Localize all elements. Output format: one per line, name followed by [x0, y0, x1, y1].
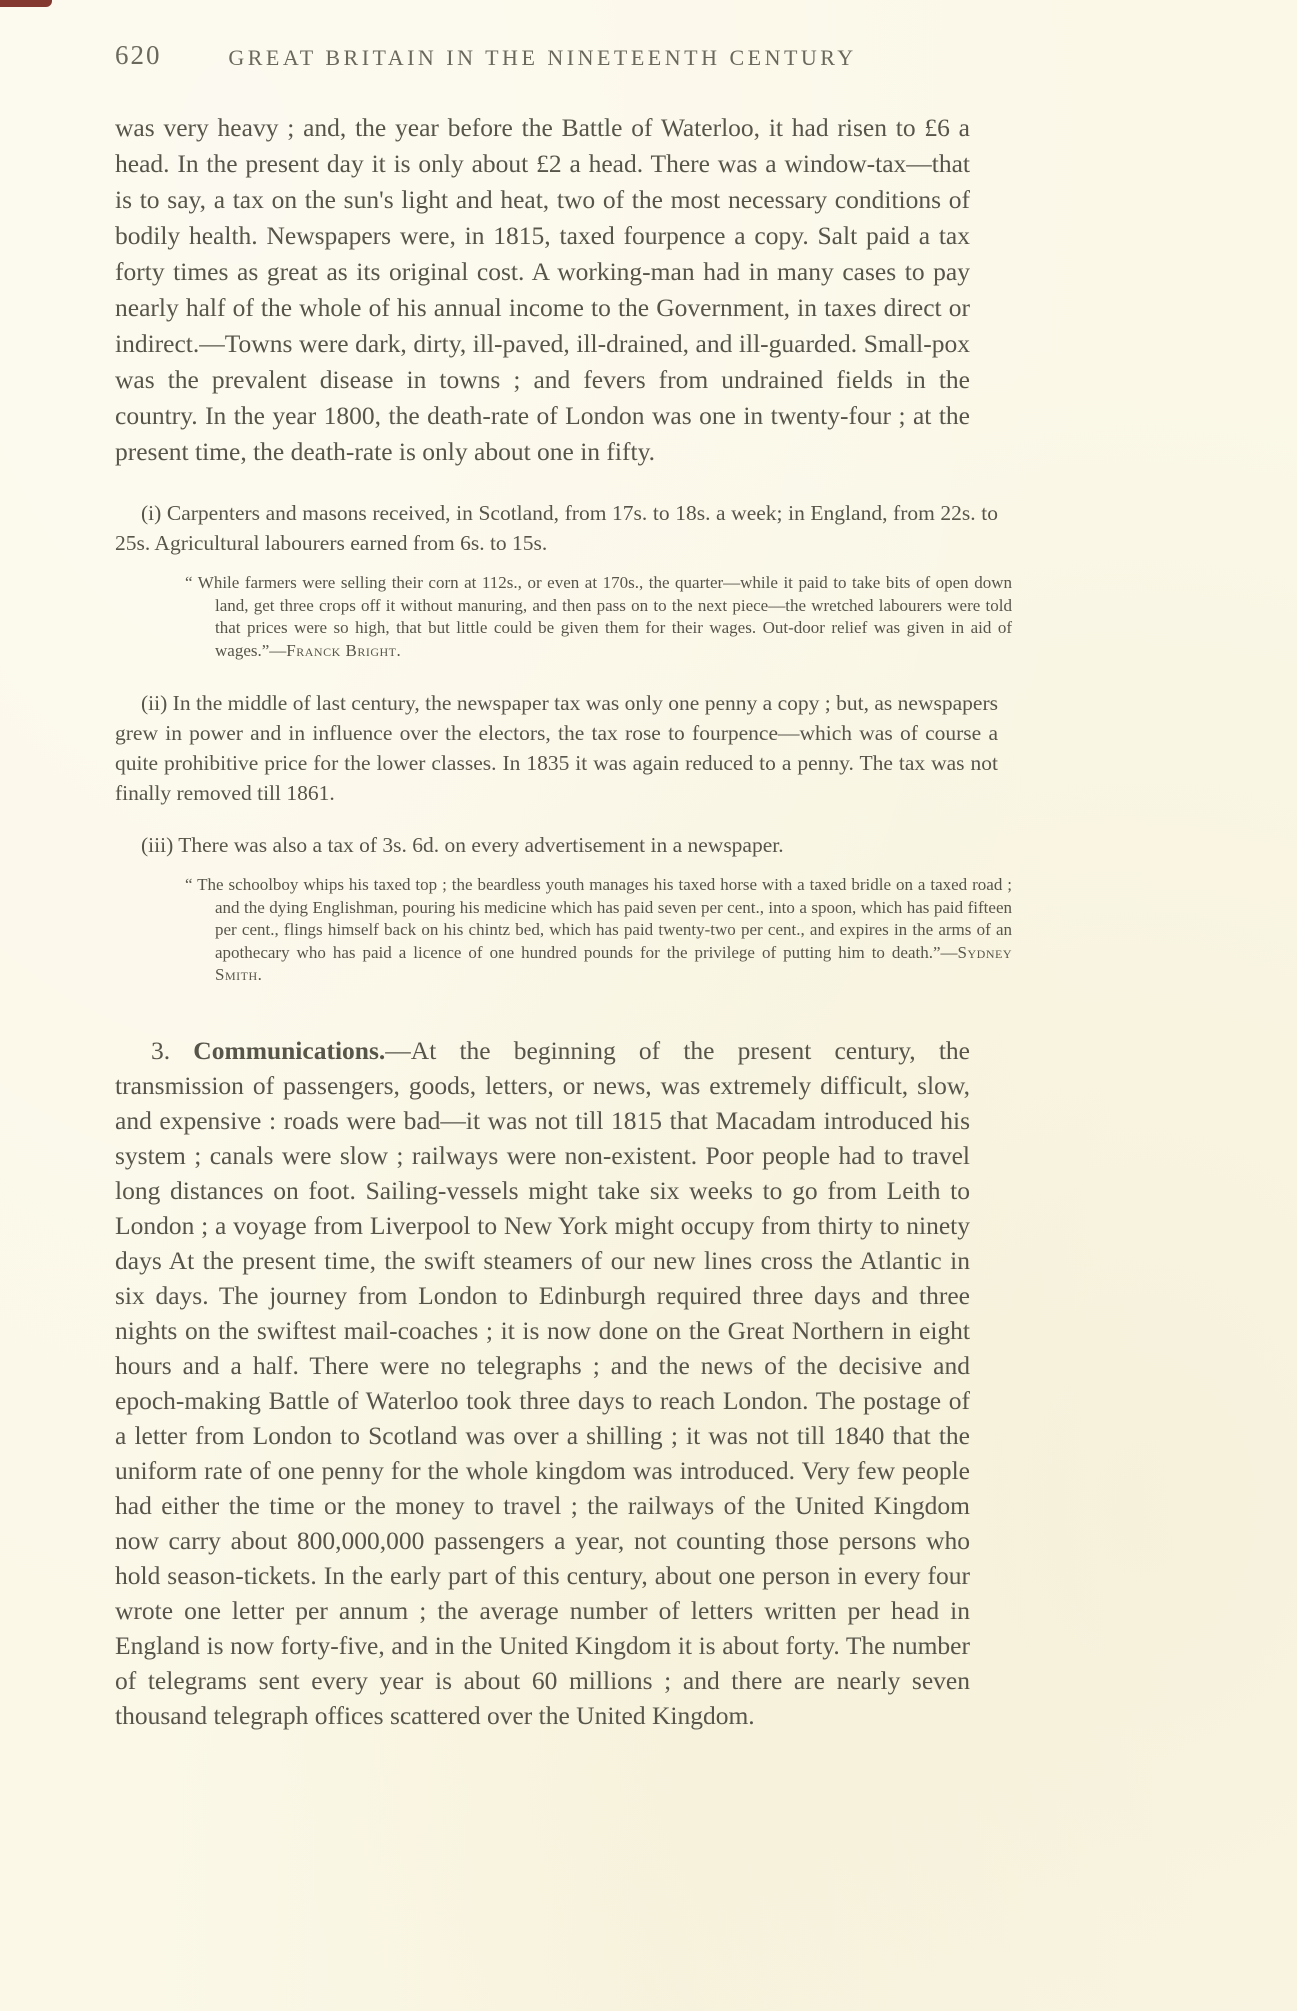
note-i [115, 498, 998, 558]
note-iii-text: There was also a tax of 3s. 6d. on every advertisement in a newspaper. [178, 833, 784, 857]
page-number: 620 [115, 40, 162, 70]
bright-attribution: Franck Bright. [286, 640, 402, 660]
note-ii-label: (ii) [141, 691, 173, 715]
smith-quotation [115, 874, 1012, 987]
opening-paragraph: was very heavy ; and, the year before the Battle of Waterloo, it had risen to £6 a head. In the present day it is only about £2 a head. There was a window-tax—that is to say, a tax on the sun's light and heat, two of the most necessary conditions of bodily health. Newspapers were, in 1815, taxed fourpence a copy. Salt paid a tax forty times as great as its original cost. A working-man had in many cases to pay nearly half of the whole of his annual income to the Government, in taxes direct or indirect.—Towns were dark, dirty, ill-paved, ill-drained, and ill-guarded. Small-pox was the prevalent disease in towns ; and fevers from undrained fields in the country. In the year 1800, the death-rate of London was one in twenty-four ; at the present time, the death-rate is only about one in fifty. [115, 113, 970, 466]
smith-attribution: Sydney Smith. [215, 942, 1012, 984]
section-number: 3. [151, 1035, 194, 1065]
running-title: GREAT BRITAIN IN THE NINETEENTH CENTURY [228, 45, 857, 70]
page-header [115, 40, 970, 74]
smith-quote-text: “ The schoolboy whips his taxed top ; the beardless youth manages his taxed horse with a taxed bridle on a taxed road ; and the dying Englishman, pouring his medicine which has paid seven per cent., into a spoon, which has paid fifteen per cent., flings himself back on his chintz bed, which has paid twenty-two per cent., and expires in the arms of an apothecary who has paid a licence of one hundred pounds for the privilege of putting him to death.”— [185, 875, 1012, 962]
note-ii [115, 688, 998, 808]
note-i-text: Carpenters and masons received, in Scotland, from 17s. to 18s. a week; in England, from 22s. to 25s. Agricultural labourers earned from 6s. to 15s. [115, 501, 998, 555]
section-heading: Communications. [193, 1035, 386, 1065]
bright-quotation [115, 572, 1012, 662]
scan-edge-artifact [0, 0, 52, 7]
text-block [115, 110, 1012, 1733]
note-iii [115, 830, 998, 860]
section-body-text: —At the beginning of the present century, the transmission of passengers, goods, letters, or news, was extremely difficult, slow, and expensive : roads were bad—it was not till 1815 that Macadam introduced his system ; canals were slow ; railways were non-existent. Poor people had to travel long distances on foot. Sailing-vessels might take six weeks to go from Leith to London ; a voyage from Liverpool to New York might occupy from thirty to ninety days At the present time, the swift steamers of our new lines cross the Atlantic in six days. The journey from London to Edinburgh required three days and three nights on the swiftest mail-coaches ; it is now done on the Great Northern in eight hours and a half. There were no telegraphs ; and the news of the decisive and epoch-making Battle of Waterloo took three days to reach London. The postage of a letter from London to Scotland was over a shilling ; it was not till 1840 that the uniform rate of one penny for the whole kingdom was introduced. Very few people had either the time or the money to travel ; the railways of the United Kingdom now carry about 800,000,000 passengers a year, not counting those persons who hold season-tickets. In the early part of this century, about one person in every four wrote one letter per annum ; the average number of letters written per head in England is now forty-five, and in the United Kingdom it is about forty. The number of telegrams sent every year is about 60 millions ; and there are nearly seven thousand telegraph offices scattered over the United Kingdom. [115, 1035, 970, 1730]
note-i-label: (i) [141, 501, 167, 525]
note-ii-text: In the middle of last century, the newspaper tax was only one penny a copy ; but, as newspapers grew in power and in influence over the electors, the tax rose to fourpence—which was of course a quite prohibitive price for the lower classes. In 1835 it was again reduced to a penny. The tax was not finally removed till 1861. [115, 691, 998, 805]
communications-section-paragraph [115, 1033, 970, 1733]
note-iii-label: (iii) [141, 833, 179, 857]
bright-quote-text: “ While farmers were selling their corn at 112s., or even at 170s., the quarter—while it paid to take bits of open down land, get three crops off it without manuring, and then pass on to the next piece—the wretched labourers were told that prices were so high, that but little could be given them for their wages. Out-door relief was given in aid of wages.”— [185, 573, 1012, 660]
